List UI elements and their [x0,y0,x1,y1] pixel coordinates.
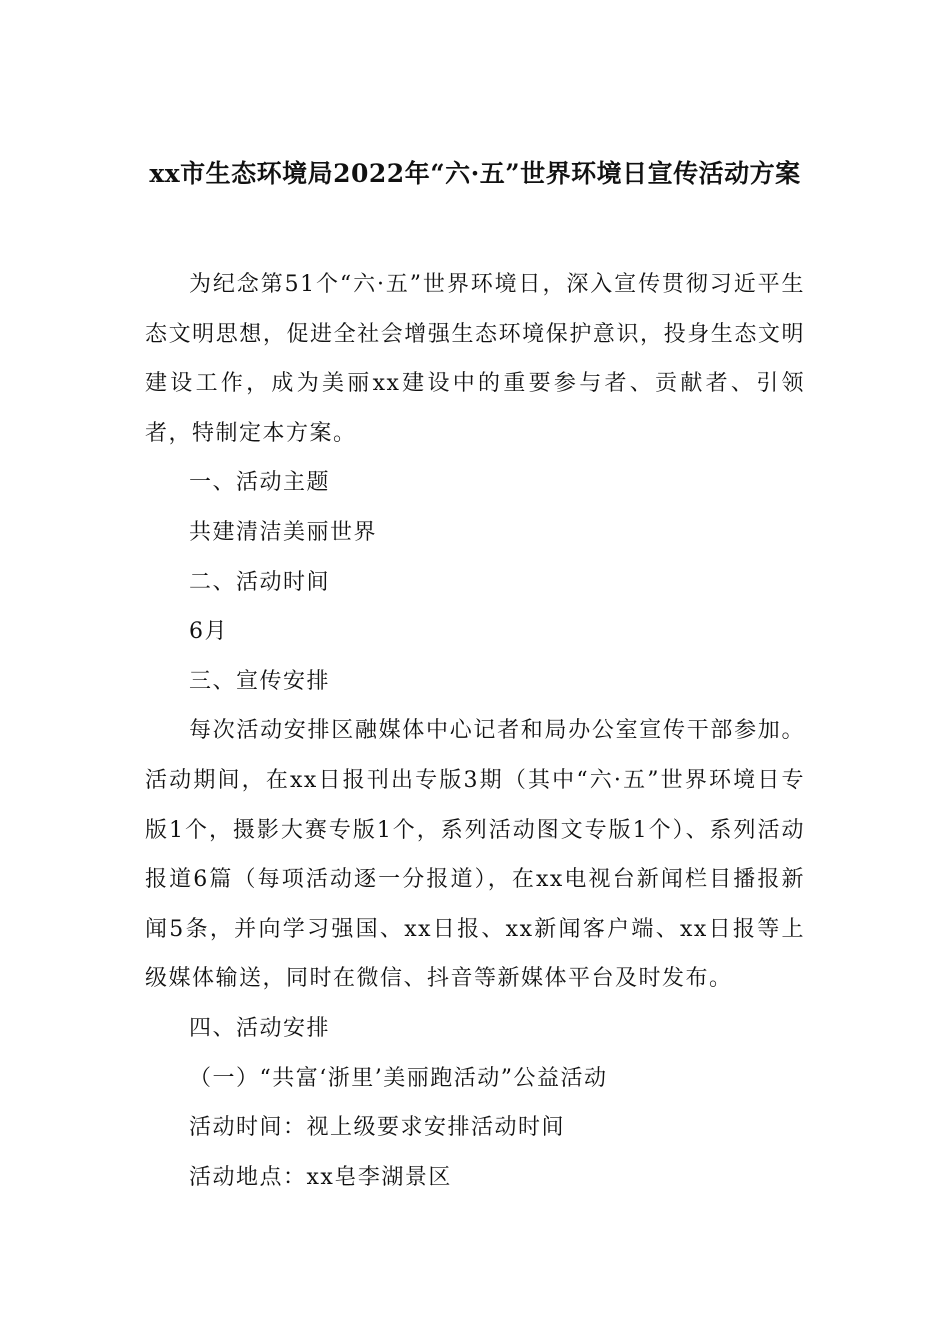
activity-location: 活动地点：xx皂李湖景区 [189,1164,452,1190]
document-body [145,260,805,1202]
section-heading-time: 二、活动时间 [189,569,331,595]
theme-text: 共建清洁美丽世界 [189,519,378,545]
document-title: xx市生态环境局2022年“六·五”世界环境日宣传活动方案 [149,159,801,188]
section-heading-publicity: 三、宣传安排 [189,668,331,694]
time-text: 6月 [189,619,228,645]
intro-paragraph: 为纪念第51个“六·五”世界环境日，深入宣传贯彻习近平生态文明思想，促进全社会增强生态环境保护意识，投身生态文明建设工作，成为美丽xx建设中的重要参与者、贡献者、引领者，特制定本方案。 [145,272,805,446]
activity-subheading: （一）“共富‘浙里’美丽跑活动”公益活动 [189,1065,608,1091]
section-heading-activities: 四、活动安排 [189,1015,331,1041]
section-heading-theme: 一、活动主题 [189,470,331,496]
publicity-paragraph: 每次活动安排区融媒体中心记者和局办公室宣传干部参加。活动期间，在xx日报刊出专版3期（其中“六·五”世界环境日专版1个，摄影大赛专版1个，系列活动图文专版1个）、系列活动报道6篇（每项活动逐一分报道），在xx电视台新闻栏目播报新闻5条，并向学习强国、xx日报、xx新闻客户端、xx日报等上级媒体输送，同时在微信、抖音等新媒体平台及时发布。 [145,718,805,992]
activity-time: 活动时间：视上级要求安排活动时间 [189,1115,566,1141]
